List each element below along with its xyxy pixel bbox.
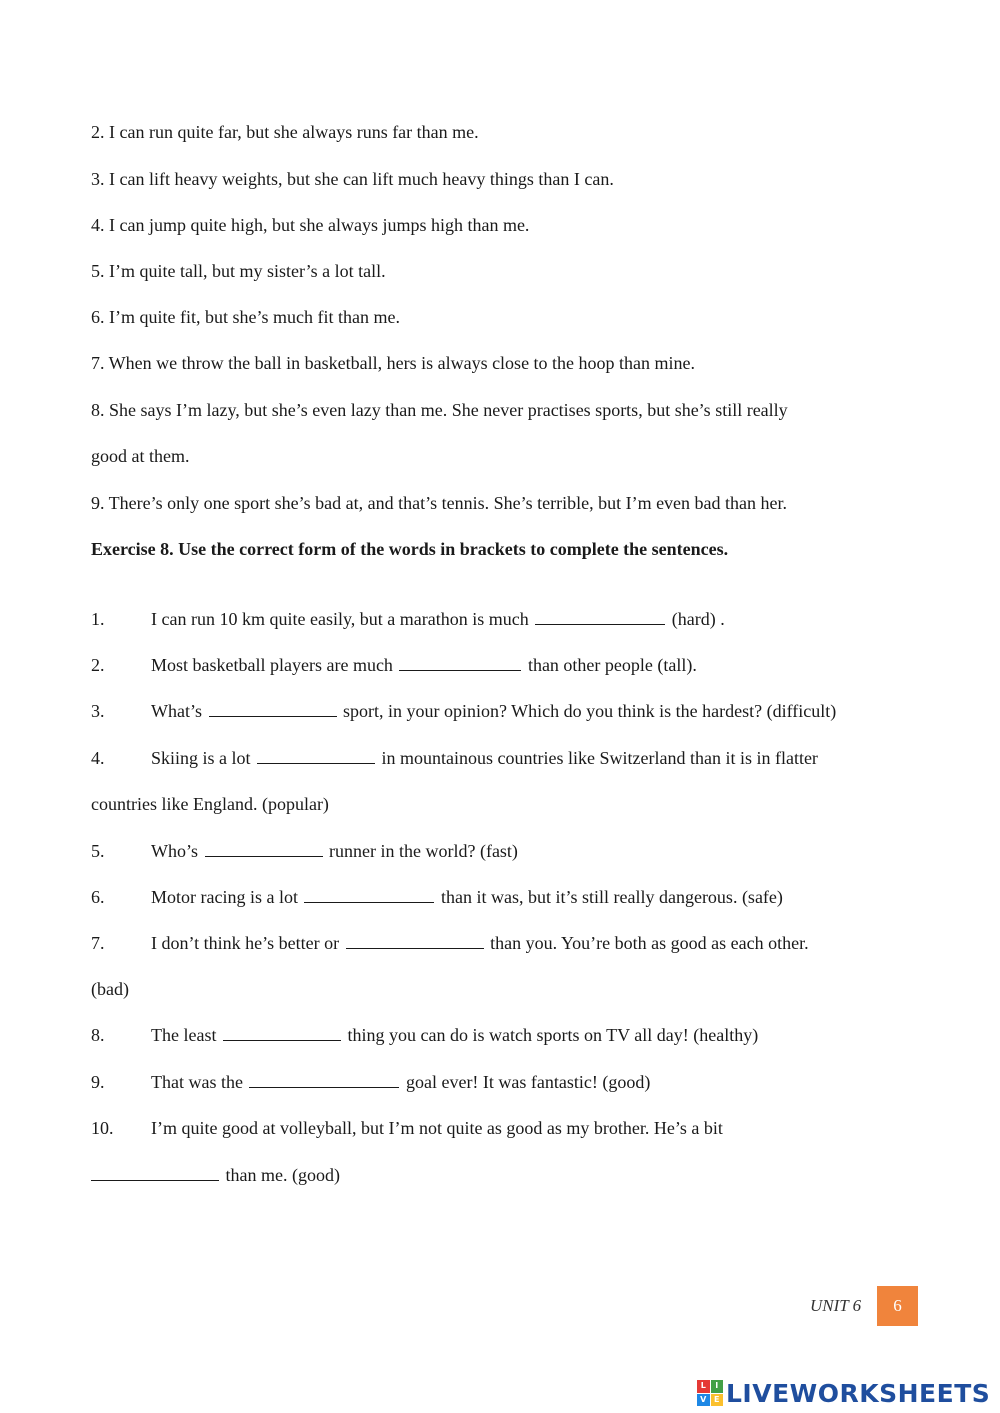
logo-letter: V	[697, 1394, 710, 1407]
brand-logo-icon	[697, 1380, 723, 1406]
prev-item-5: 5. I’m quite tall, but my sister’s a lot tall.	[91, 261, 386, 281]
item-number: 8.	[91, 1025, 105, 1045]
item-text-after: thing you can do is watch sports on TV all day! (healthy)	[347, 1025, 759, 1045]
page-number-badge: 6	[877, 1286, 918, 1326]
item-number: 2.	[91, 655, 105, 675]
item-number: 1.	[91, 609, 105, 629]
item-text-after: in mountainous countries like Switzerland than it is in flatter	[381, 748, 818, 768]
item-text-before: Skiing is a lot	[151, 748, 251, 768]
item-number: 5.	[91, 841, 105, 861]
item-text-after: goal ever! It was fantastic! (good)	[405, 1072, 651, 1092]
logo-letter: E	[711, 1394, 724, 1407]
answer-blank-2[interactable]	[399, 654, 521, 671]
exercise-item-10	[91, 1117, 723, 1139]
item-text-before: Motor racing is a lot	[151, 887, 298, 907]
item-text-before: That was the	[151, 1072, 243, 1092]
item-text-after: than you. You’re both as good as each other.	[490, 933, 809, 953]
exercise-item-6	[91, 886, 783, 908]
prev-item-8: 8. She says I’m lazy, but she’s even lazy than me. She never practises sports, but she’s still really	[91, 400, 788, 420]
unit-label: UNIT 6	[810, 1296, 862, 1315]
item-number: 9.	[91, 1072, 105, 1092]
item-number: 10.	[91, 1118, 114, 1138]
exercise-item-2	[91, 654, 697, 676]
logo-letter: I	[711, 1380, 724, 1393]
answer-blank-6[interactable]	[304, 886, 434, 903]
item-text-after: than other people (tall).	[527, 655, 697, 675]
exercise-item-1	[91, 608, 725, 630]
exercise-heading: Exercise 8. Use the correct form of the words in brackets to complete the sentences.	[91, 539, 729, 559]
prev-item-7: 7. When we throw the ball in basketball, hers is always close to the hoop than mine.	[91, 353, 696, 373]
item-text-after: sport, in your opinion? Which do you think is the hardest? (difficult)	[343, 701, 837, 721]
item-text-before: I can run 10 km quite easily, but a marathon is much	[151, 609, 529, 629]
prev-item-9: 9. There’s only one sport she’s bad at, and that’s tennis. She’s terrible, but I’m even bad than her.	[91, 493, 788, 513]
answer-blank-4[interactable]	[257, 747, 375, 764]
item-text-before: I’m quite good at volleyball, but I’m not quite as good as my brother. He’s a bit	[151, 1118, 723, 1138]
item-text-before: What’s	[151, 701, 202, 721]
item-number: 6.	[91, 887, 105, 907]
item-text-before: Who’s	[151, 841, 198, 861]
exercise-item-7	[91, 932, 809, 954]
prev-item-3: 3. I can lift heavy weights, but she can lift much heavy things than I can.	[91, 169, 614, 189]
item-text-before: I don’t think he’s better or	[151, 933, 340, 953]
answer-blank-3[interactable]	[209, 700, 337, 717]
prev-item-6: 6. I’m quite fit, but she’s much fit than me.	[91, 307, 400, 327]
exercise-item-9	[91, 1071, 650, 1093]
item-number: 7.	[91, 933, 105, 953]
answer-blank-1[interactable]	[535, 608, 665, 625]
item-text-after: than me. (good)	[225, 1165, 340, 1185]
answer-blank-7[interactable]	[346, 932, 484, 949]
prev-item-8-cont: good at them.	[91, 446, 190, 466]
answer-blank-8[interactable]	[223, 1024, 341, 1041]
item-number: 4.	[91, 748, 105, 768]
exercise-item-3	[91, 700, 836, 722]
item-number: 3.	[91, 701, 105, 721]
item-text-before: Most basketball players are much	[151, 655, 393, 675]
answer-blank-10[interactable]	[91, 1164, 219, 1181]
item-text-after: (hard) .	[671, 609, 725, 629]
prev-item-4: 4. I can jump quite high, but she always jumps high than me.	[91, 215, 530, 235]
exercise-item-4-cont: countries like England. (popular)	[91, 794, 329, 814]
item-text-after: than it was, but it’s still really dangerous. (safe)	[440, 887, 783, 907]
brand-name: LIVEWORKSHEETS	[726, 1378, 991, 1408]
exercise-item-10-cont	[91, 1164, 340, 1186]
item-text-before: The least	[151, 1025, 217, 1045]
exercise-item-7-cont: (bad)	[91, 979, 129, 999]
answer-blank-5[interactable]	[205, 840, 323, 857]
item-text-after: runner in the world? (fast)	[329, 841, 518, 861]
answer-blank-9[interactable]	[249, 1071, 399, 1088]
exercise-item-5	[91, 840, 518, 862]
prev-item-2: 2. I can run quite far, but she always runs far than me.	[91, 122, 479, 142]
liveworksheets-logo	[697, 1377, 990, 1409]
logo-letter: L	[697, 1380, 710, 1393]
exercise-item-4	[91, 747, 818, 769]
exercise-item-8	[91, 1024, 758, 1046]
